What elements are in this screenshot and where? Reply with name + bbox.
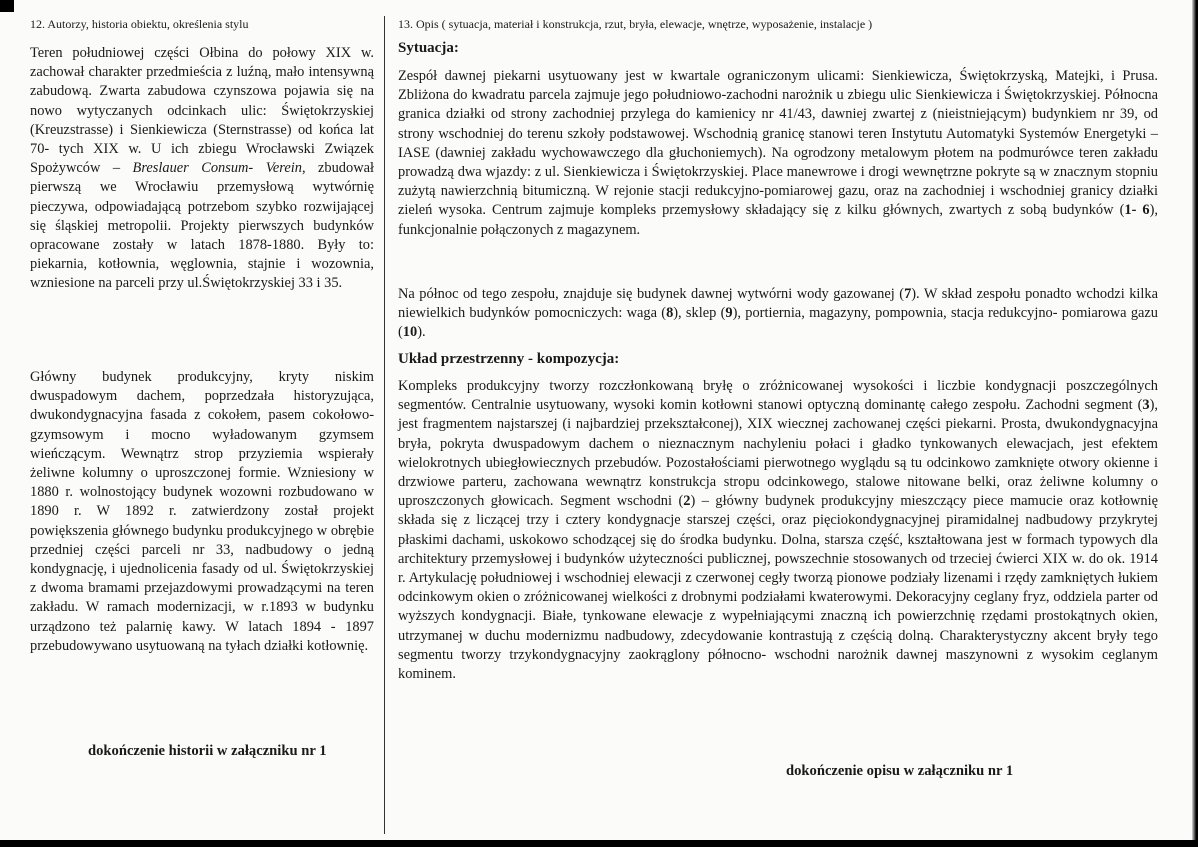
layout-p-text-b: ), jest fragmentem najstarszej (i najbardziej przekształconej), XIX wiecznej zachowanej części piekarni. Prosta, dwukondygnacyjna bryła, pokryta dwuspadowym dachem o nieznacznym nachyleniu połaci i gładko tynkowanych elewacjach, jest efektem wielokrotnych ubiegłowiecznych przebudów. Pozostałościami pierwotnego wyglądu są tu odcinkowo zamknięte otwory okienne i drzwiowe parteru, zachowana wewnątrz konstrukcja stropu odcinkowego, stalowe nitowane belki, oraz żeliwne kolumny o uproszczonych głowicach. Segment wschodni ( <box>398 397 1158 510</box>
section-title-description: 13. Opis ( sytuacja, materiał i konstrukcja, rzut, bryła, elewacje, wnętrze, wyposażenie, instalacje ) <box>398 17 873 31</box>
history-paragraph-1 <box>30 44 374 294</box>
situation-p2-text-d: ), portiernia, magazyny, pompownia, stacja redukcyjno- pomiarowa gazu ( <box>398 305 1158 341</box>
situation-paragraph-2 <box>398 285 1158 343</box>
scan-edge-right <box>1192 0 1198 847</box>
history-paragraph-2 <box>30 368 374 656</box>
scan-corner-mark <box>0 0 14 12</box>
situation-p1-text-a: Zespół dawnej piekarni usytuowany jest w kwartale ograniczonym ulicami: Sienkiewicza, Świętokrzyską, Matejki, i Prusa. Zbliżona do kwadratu parcela zajmuje jego południowo-zachodni narożnik u zbiegu ulic Sienkiewicza i Świętokrzyskiej. Północna granica działki od strony zachodniej przylega do kamienicy nr 41/43, dawniej zwartej z (nieistniejącym) budynkiem nr 39, od strony wschodniej do terenu szkoły podstawowej. Wschodnią granicę stanowi teren Instytutu Automatyki Systemów Energetyki – IASE (dawniej zakładu wychowawczego dla głuchoniemych). Na ogrodzony metalowym płotem na podmurówce teren zakładu prowadzą dwa wjazdy: z ul. Sienkiewicza i Świętokrzyskiej. Place manewrowe i drogi wewnętrzne pokryte są w znacznym stopniu zużytą nawierzchnią bitumiczną. W rejonie stacji redukcyjno-pomiarowej gazu, oraz na zachodniej i wschodniej granicy działki zieleń wysoka. Centrum zajmuje kompleks przemysłowy składający się z kilku głównych, zwartych z sobą budynków ( <box>398 68 1158 219</box>
situation-p2-bold-4: 10 <box>402 324 418 341</box>
layout-p-text-a: Kompleks produkcyjny tworzy rozczłonkowaną bryłę o zróżnicowanej wysokości i liczbie kondygnacji poszczególnych segmentów. Centralnie usytuowany, wysoki komin kotłowni stanowi optyczną dominantę całego zespołu. Zachodni segment ( <box>398 378 1158 414</box>
history-continuation-note: dokończenie historii w załączniku nr 1 <box>88 743 327 759</box>
layout-p-text-c: ) – główny budynek produkcyjny mieszczący piece mamucie oraz kotłownię składa się z liczącej trzy i cztery kondygnacje starszej części, oraz pięciokondygnacyjnej piramidalnej nadbudowy przykrytej płaskimi dachami, uskokowo schodzącej się do środka budynku. Dolna, starsza część, kształtowana jest w formach typowych dla architektury przemysłowej i budynków użyteczności publicznej, powszechnie stosowanych od trzeciej ćwierci XIX w. do ok. 1914 r. Artykulację południowej i wschodniej elewacji z czerwonej cegły tworzą pionowe podziały lizenami i rzędy zamkniętych łukiem odcinkowym okien o zróżnicowanej wielkości z drobnymi podziałami kwaterowymi. Dekoracyjny ceglany fryz, oddziela parter od wyższych kondygnacji. Białe, tynkowane elewacje z wypełniającymi znaczną ich powierzchnię rzędami prostokątnych okien, utrzymanej w duchu modernizmu nadbudowy, zdecydowanie kontrastują z częścią dolną. Charakterystyczny akcent bryły tego segmentu tworzy trzykondygnacyjny zaokrąglony północno- wschodni narożnik dawnej maszynowni z wysokim ceglanym kominem. <box>398 493 1158 683</box>
scan-edge-bottom <box>0 840 1198 847</box>
situation-p2-bold-3: 9 <box>725 305 733 322</box>
situation-p2-text-e: ). <box>417 324 426 341</box>
section-title-history: 12. Autorzy, historia obiektu, określenia stylu <box>30 17 249 31</box>
situation-p2-text-a: Na północ od tego zespołu, znajduje się budynek dawnej wytwórni wody gazowanej ( <box>398 286 905 302</box>
situation-paragraph-1 <box>398 67 1158 240</box>
heading-spatial-layout: Układ przestrzenny - kompozycja: <box>398 351 620 367</box>
layout-p-bold-1: 3 <box>1142 397 1150 414</box>
situation-p2-text-b: ). W skład zespołu ponadto wchodzi kilka niewielkich budynków pomocniczych: waga ( <box>398 286 1158 322</box>
heading-situation: Sytuacja: <box>398 40 459 56</box>
history-p2-text: Główny budynek produkcyjny, kryty niskim dwuspadowym dachem, poprzedzała historyzująca, dwukondygnacyjna fasada z cokołem, pasem cokołowo-gzymsowym i mocno wyładowanym gzymsem wieńczącym. Wewnątrz strop przyziemia wspierały żeliwne kolumny o uproszczonej formie. Wzniesiony w 1880 r. wolnostojący budynek wozowni rozbudowano w 1890 r. W 1892 r. zatwierdzony został projekt powiększenia głównego budynku produkcyjnego w obrębie przedniej części parceli nr 33, nadbudowy o jedną kondygnację, i ujednolicenia fasady od ul. Świętokrzyskiej z dwoma bramami przejazdowymi prowadzącymi na teren zakładu. W ramach modernizacji, w r.1893 w budynku urządzono też palarnię kawy. W latach 1894 - 1897 przebudowywano usytuowaną na tyłach działki kotłownię. <box>30 369 374 654</box>
history-p1-text-b: , zbudował pierwszą we Wrocławiu przemysłową wytwórnię pieczywa, odpowiadającą potrzebom szybko rozwijającej się śląskiej metropolii. Projekty pierwszych budynków opracowane zostały w latach 1878-1880. Były to: piekarnia, kotłownia, węglownia, stajnie i wozownia, wzniesione na parceli przy ul.Świętokrzyskiej 33 i 35. <box>30 160 374 292</box>
column-divider <box>384 16 385 834</box>
layout-paragraph <box>398 377 1158 684</box>
situation-p2-bold-1: 7 <box>904 286 912 302</box>
description-continuation-note: dokończenie opisu w załączniku nr 1 <box>786 763 1014 779</box>
history-p1-text-a: Teren południowej części Ołbina do połowy XIX w. zachował charakter przedmieścia z luźną, mało intensywną zabudową. Zwarta zabudowa czynszowa pojawia się na nowo wytyczanych odcinkach ulic: Świętokrzyskiej (Kreuzstrasse) i Sienkiewicza (Sternstrasse) od końca lat 70- tych XIX w. U ich zbiegu Wrocławski Związek Spożywców – <box>30 45 374 177</box>
situation-p1-bold: 1- 6 <box>1124 202 1150 219</box>
situation-p2-bold-2: 8 <box>666 305 674 322</box>
history-p1-italic: Breslauer Consum- Verein <box>132 160 302 177</box>
situation-p1-text-b: ), funkcjonalnie połączonych z magazynem. <box>398 202 1159 238</box>
situation-p2-text-c: ), sklep ( <box>673 305 726 322</box>
layout-p-bold-2: 2 <box>683 493 691 510</box>
